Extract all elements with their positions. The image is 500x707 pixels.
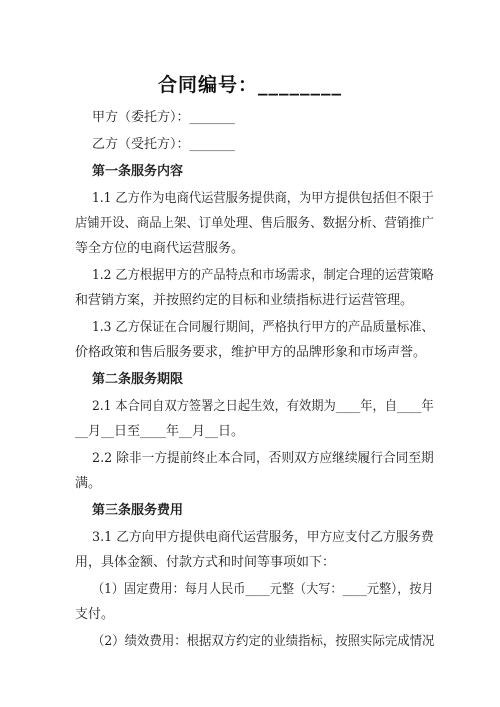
- section-3-line: 用，具体金额、付款方式和时间等事项如下：: [75, 555, 336, 570]
- section-3-line: 支付。: [75, 607, 115, 622]
- section-1-line: 店铺开设、商品上架、订单处理、售后服务、数据分析、营销推广: [75, 216, 434, 231]
- party-a-line: 甲方（委托方）：_______: [92, 110, 236, 125]
- section-2-line: __月__日至____年__月__日。: [75, 424, 245, 439]
- section-1-line: 1.2 乙方根据甲方的产品特点和市场需求，制定合理的运营策略: [92, 268, 434, 283]
- section-1-line: 和营销方案，并按照约定的目标和业绩指标进行运营管理。: [75, 293, 414, 308]
- section-1-line: 1.3 乙方保证在合同履行期间，严格执行甲方的产品质量标准、: [92, 320, 434, 335]
- section-1-line: 等全方位的电商代运营服务。: [75, 241, 245, 256]
- section-3-line: （2）绩效费用：根据双方约定的业绩指标，按照实际完成情况: [92, 634, 435, 649]
- section-1-line: 价格政策和售后服务要求，维护甲方的品牌形象和市场声誉。: [75, 345, 427, 360]
- contract-number-title: 合同编号：________: [157, 74, 342, 96]
- section-3-line: （1）固定费用：每月人民币____元整（大写：____元整），按月: [92, 582, 434, 597]
- section-3-line: 3.1 乙方向甲方提供电商代运营服务，甲方应支付乙方服务费: [92, 530, 434, 545]
- section-1-heading: 第一条服务内容: [92, 164, 184, 179]
- section-1-line: 1.1 乙方作为电商代运营服务提供商，为甲方提供包括但不限于: [92, 191, 434, 206]
- party-b-line: 乙方（受托方）：_______: [92, 137, 236, 152]
- section-2-heading: 第二条服务期限: [92, 372, 184, 387]
- section-2-line: 满。: [75, 476, 102, 491]
- section-3-heading: 第三条服务费用: [92, 503, 184, 518]
- section-2-line: 2.1 本合同自双方签署之日起生效，有效期为____年，自____年: [92, 399, 434, 414]
- section-2-line: 2.2 除非一方提前终止本合同，否则双方应继续履行合同至期: [92, 451, 434, 466]
